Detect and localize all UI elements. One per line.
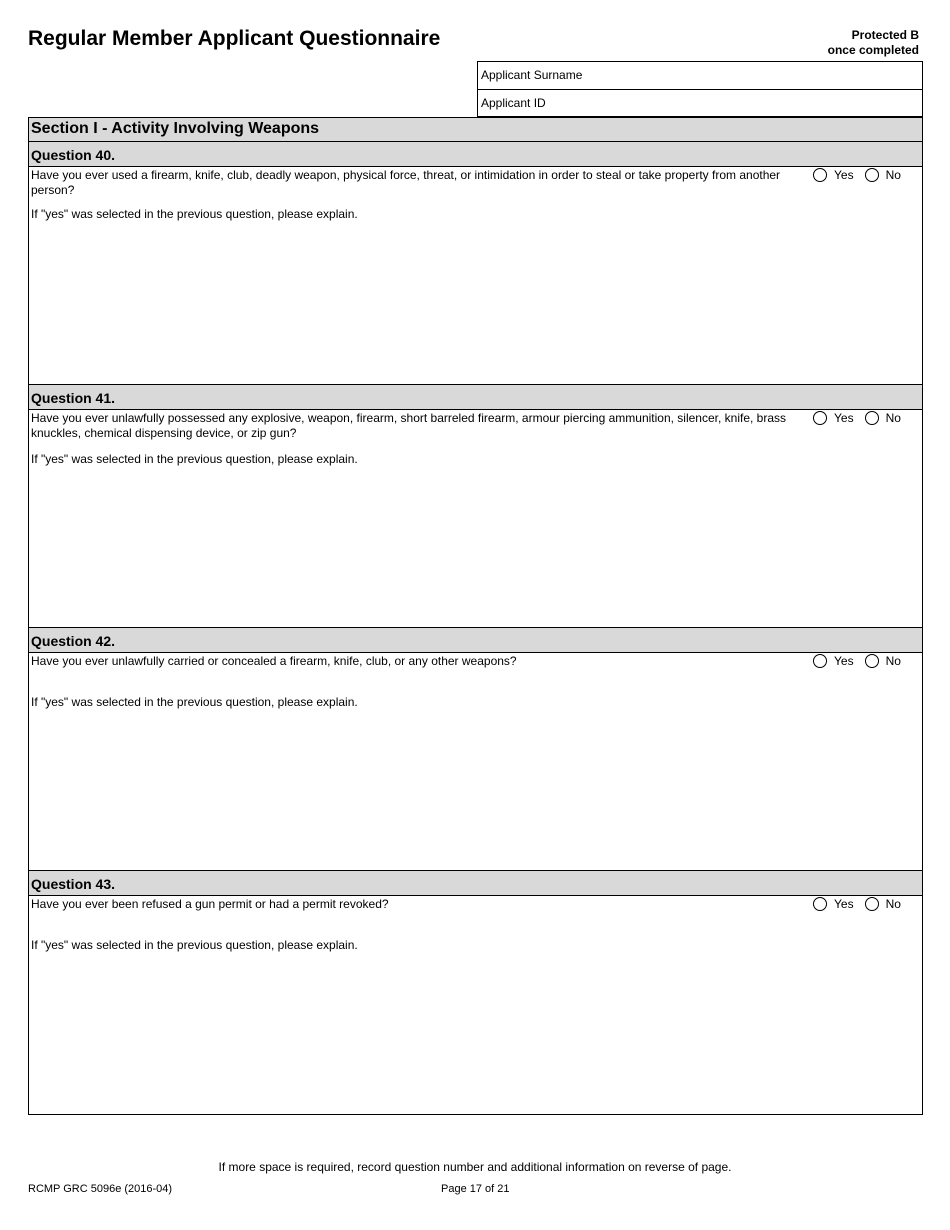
question-text: Have you ever been refused a gun permit or had a permit revoked? xyxy=(31,897,389,911)
question-number: Question 41. xyxy=(29,385,922,410)
explain-prompt: If "yes" was selected in the previous question, please explain. xyxy=(31,938,358,952)
yes-radio[interactable] xyxy=(813,897,854,911)
yes-label: Yes xyxy=(834,654,854,668)
footer-note: If more space is required, record question number and additional information on reverse of page. xyxy=(218,1160,732,1174)
explanation-textarea[interactable] xyxy=(30,956,921,1112)
question-block-43 xyxy=(29,871,922,1114)
question-number: Question 42. xyxy=(29,628,922,653)
question-text: Have you ever used a firearm, knife, club, deadly weapon, physical force, threat, or intimidation in order to steal or take property from another person? xyxy=(31,168,781,197)
explain-prompt: If "yes" was selected in the previous question, please explain. xyxy=(31,452,358,466)
page-title: Regular Member Applicant Questionnaire xyxy=(28,27,441,50)
question-block-42 xyxy=(29,628,922,871)
applicant-id-label: Applicant ID xyxy=(481,96,546,110)
no-radio[interactable] xyxy=(865,411,901,425)
question-block-41 xyxy=(29,385,922,628)
no-label: No xyxy=(885,654,901,668)
explanation-textarea[interactable] xyxy=(30,225,921,383)
question-number: Question 43. xyxy=(29,871,922,896)
page-number: Page 17 of 21 xyxy=(441,1183,510,1195)
no-label: No xyxy=(885,168,901,182)
radio-circle-icon[interactable] xyxy=(813,411,827,425)
explain-prompt: If "yes" was selected in the previous question, please explain. xyxy=(31,695,358,709)
applicant-surname-label: Applicant Surname xyxy=(481,68,583,82)
security-classification xyxy=(828,28,919,58)
no-label: No xyxy=(885,897,901,911)
no-label: No xyxy=(885,411,901,425)
protected-line-1: Protected B xyxy=(851,28,919,42)
yes-radio[interactable] xyxy=(813,411,854,425)
no-radio[interactable] xyxy=(865,654,901,668)
no-radio[interactable] xyxy=(865,897,901,911)
question-text: Have you ever unlawfully possessed any explosive, weapon, firearm, short barreled firearm, armour piercing ammunition, silencer, knife, brass knuckles, chemical dispensing device, or zip gun? xyxy=(31,411,787,440)
applicant-surname-field[interactable] xyxy=(478,62,922,89)
yes-no-group xyxy=(813,411,901,425)
radio-circle-icon[interactable] xyxy=(813,168,827,182)
radio-circle-icon[interactable] xyxy=(865,654,879,668)
questionnaire-form xyxy=(28,117,923,1115)
no-radio[interactable] xyxy=(865,168,901,182)
protected-line-2: once completed xyxy=(827,43,919,57)
yes-label: Yes xyxy=(834,897,854,911)
radio-circle-icon[interactable] xyxy=(813,654,827,668)
explanation-textarea[interactable] xyxy=(30,470,921,626)
explanation-textarea[interactable] xyxy=(30,713,921,869)
radio-circle-icon[interactable] xyxy=(865,411,879,425)
yes-no-group xyxy=(813,168,901,182)
yes-label: Yes xyxy=(834,411,854,425)
applicant-id-field[interactable] xyxy=(478,89,922,116)
section-title: Section I - Activity Involving Weapons xyxy=(29,118,922,142)
question-number: Question 40. xyxy=(29,142,922,167)
yes-radio[interactable] xyxy=(813,168,854,182)
yes-no-group xyxy=(813,654,901,668)
radio-circle-icon[interactable] xyxy=(865,897,879,911)
explain-prompt: If "yes" was selected in the previous question, please explain. xyxy=(31,207,358,221)
form-code: RCMP GRC 5096e (2016-04) xyxy=(28,1183,173,1195)
yes-no-group xyxy=(813,897,901,911)
radio-circle-icon[interactable] xyxy=(865,168,879,182)
applicant-id-box xyxy=(477,61,923,117)
radio-circle-icon[interactable] xyxy=(813,897,827,911)
question-block-40 xyxy=(29,142,922,385)
yes-radio[interactable] xyxy=(813,654,854,668)
yes-label: Yes xyxy=(834,168,854,182)
question-text: Have you ever unlawfully carried or concealed a firearm, knife, club, or any other weapons? xyxy=(31,654,517,668)
